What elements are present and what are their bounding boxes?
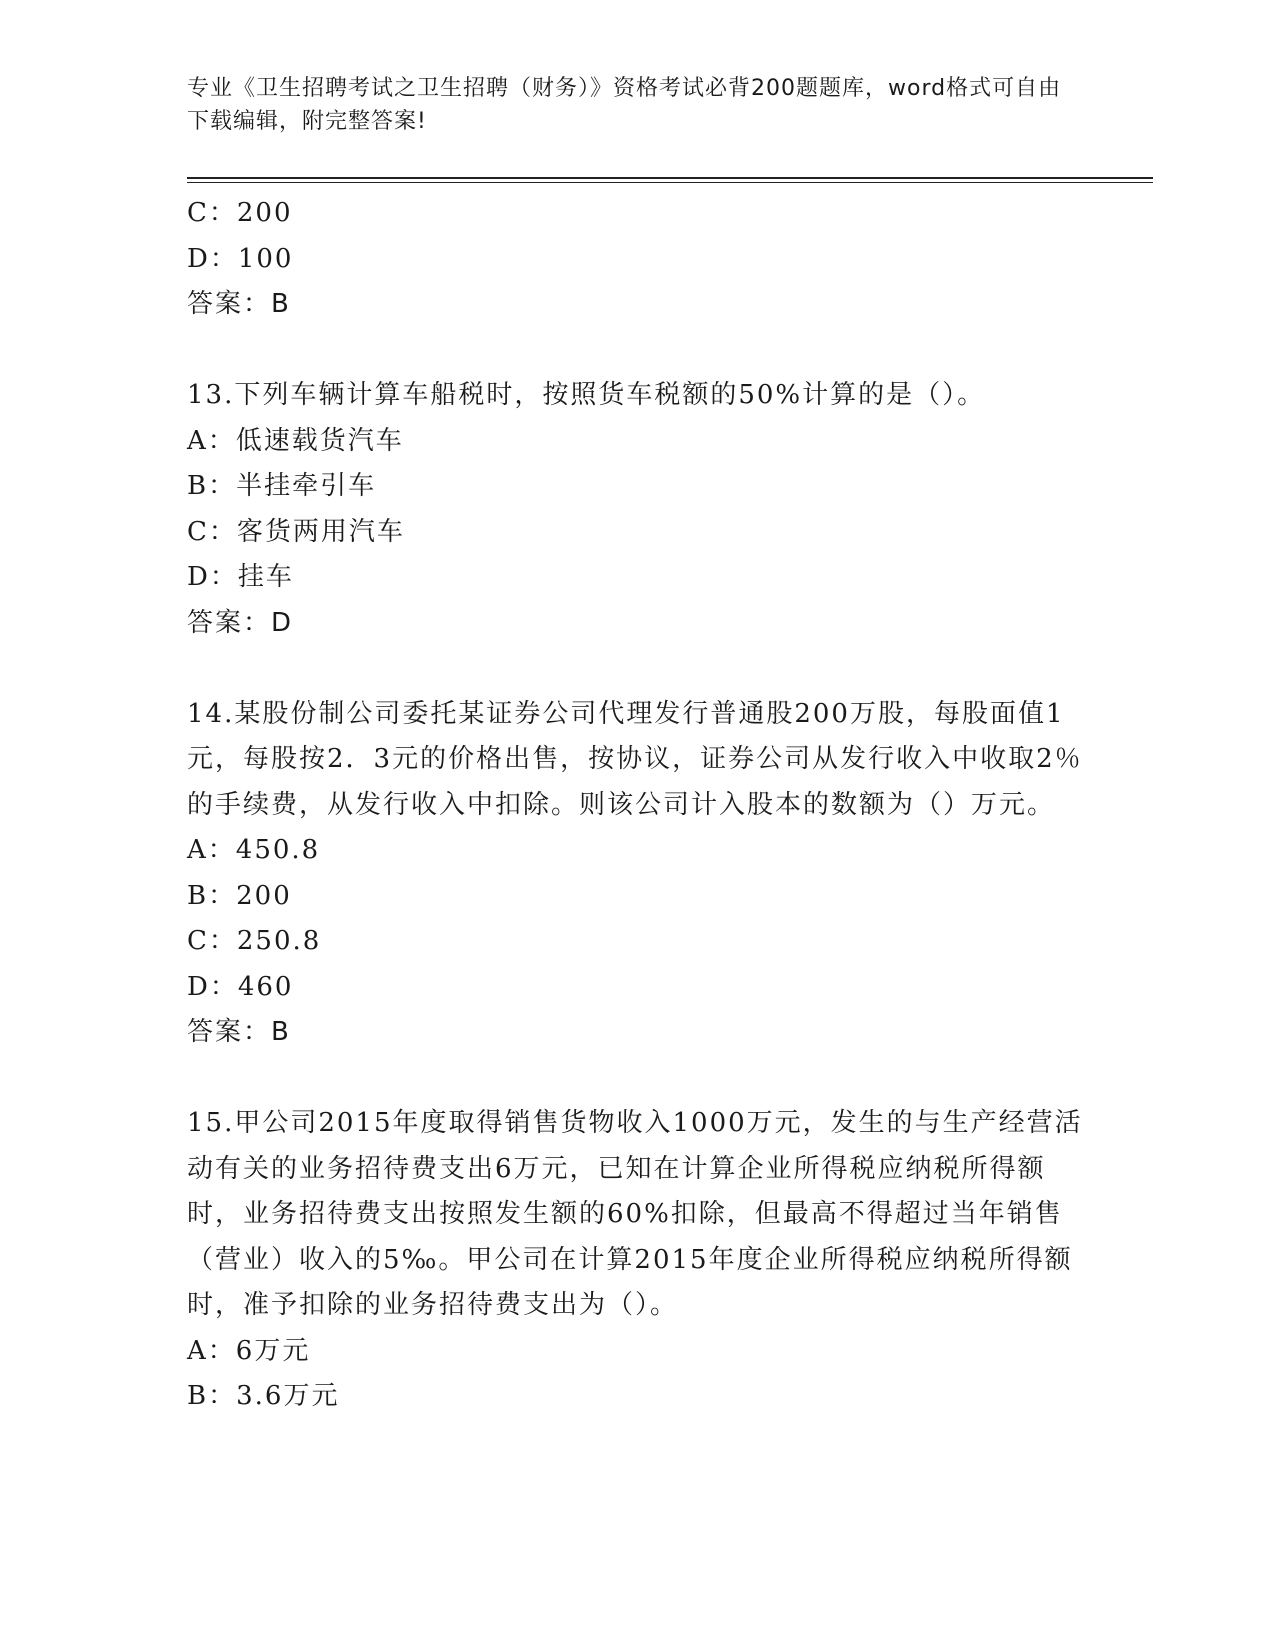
spacer [187,646,1087,692]
option-c: C：客货两用汽车 [187,516,405,547]
option-b: B：半挂牵引车 [187,471,377,501]
question-text: 15.甲公司2015年度取得销售货物收入1000万元，发生的与生产经营活动有关的业务招待费支出6万元，已知在计算企业所得税应纳税所得额时，业务招待费支出按照发生额的60%扣除，但最高不得超过当年销售（营业）收入的5‰。甲公司在计算2015年度企业所得税应纳税所得额时，准予扣除的业务招待费支出为（）。 [187,1108,1083,1320]
answer: 答案：B [187,289,291,319]
question-14 [187,692,1087,1056]
answer: 答案：B [187,1017,291,1047]
header-title: 专业《卫生招聘考试之卫生招聘（财务）》资格考试必背200题题库，word格式可自由下载编辑，附完整答案! [187,76,1062,134]
option-c: C：200 [187,198,293,228]
spacer [187,328,1087,374]
option-b: B：200 [187,880,292,911]
option-a: A：低速载货汽车 [187,425,404,456]
option-a: A：450.8 [187,835,321,865]
option-d: D：460 [187,971,294,1002]
spacer [187,1056,1087,1102]
header-divider-thick [187,177,1153,179]
question-text: 14.某股份制公司委托某证券公司代理发行普通股200万股，每股面值1元，每股按2．3元的价格出售，按协议，证券公司从发行收入中收取2％的手续费，从发行收入中扣除。则该公司计入股本的数额为（）万元。 [187,698,1083,820]
answer: 答案：D [187,607,294,638]
question-12-continued [187,191,1087,328]
question-list [187,191,1087,1420]
question-13 [187,373,1087,646]
question-15 [187,1101,1087,1420]
document-header [187,72,1067,138]
option-c: C：250.8 [187,926,322,956]
option-d: D：100 [187,243,294,274]
header-divider-thin [187,182,1153,183]
question-text: 13.下列车辆计算车船税时，按照货车税额的50%计算的是（）。 [187,380,986,410]
option-b: B：3.6万元 [187,1381,340,1411]
option-a: A：6万元 [187,1335,311,1366]
option-d: D：挂车 [187,562,294,592]
